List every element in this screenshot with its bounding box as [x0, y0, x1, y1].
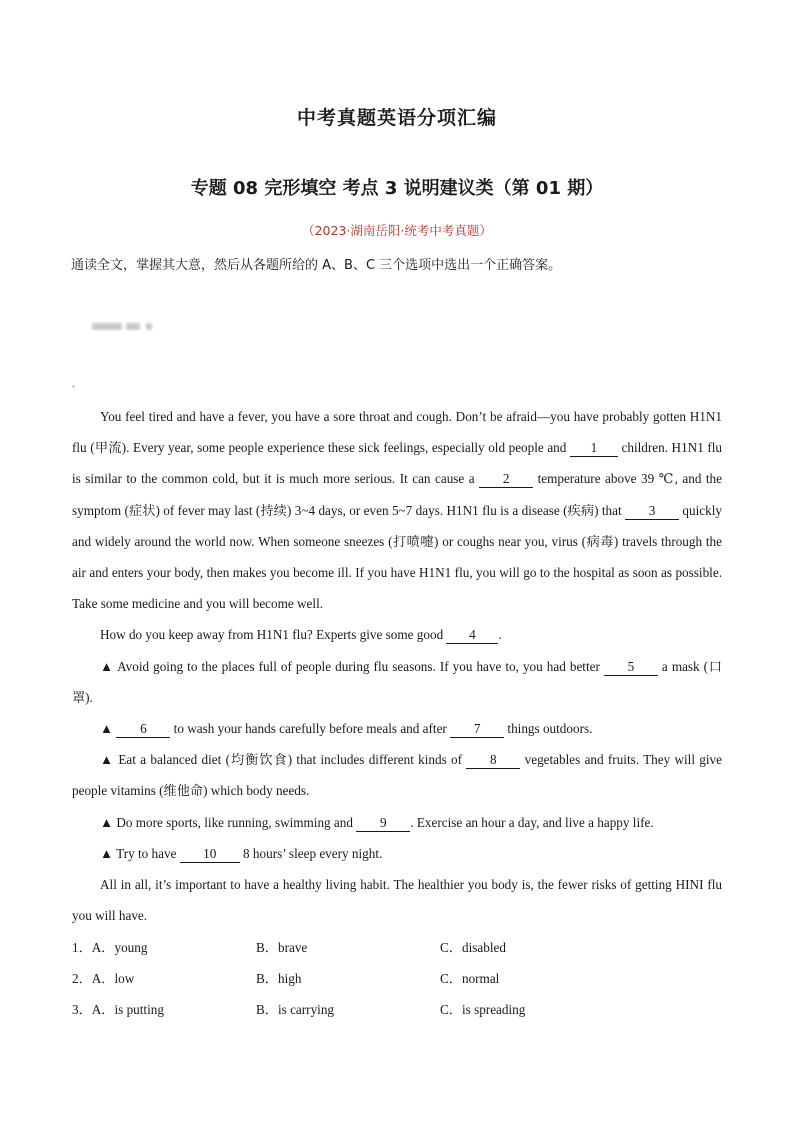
blank-2: 2: [479, 471, 533, 488]
paragraph-5: ▲ Eat a balanced diet (均衡饮食) that includes different kinds of 8 vegetables and fruits. They will give people vitamins (维他命) which body needs.: [72, 752, 723, 799]
option-3a[interactable]: 3．A．is putting: [72, 1002, 164, 1018]
paragraph-1: You feel tired and have a fever, you have a sore throat and cough. Don’t be afraid—you have probably gotten H1N1 flu (甲流). Every year, some people experience these sick feelings, especially old people and 1 children. H1N1 flu is similar to the common cold, but it is much more serious. It can cause a 2 temperature above 39 ℃, and the symptom (症状) of fever may last (持续) 3~4 days, or even 5~7 days. H1N1 flu is a disease (疾病) that 3 quickly and widely around the world now. When someone sneezes (打喷嚏) or coughs near you, virus (病毒) travels through the air and enters your body, then makes you become ill. If you have H1N1 flu, you will go to the hospital as soon as possible. Take some medicine and you will become well.: [72, 409, 723, 612]
paragraph-3: ▲ Avoid going to the places full of people during flu seasons. If you have to, you had better 5 a mask (口罩).: [72, 658, 722, 705]
option-row-3: [72, 994, 722, 1025]
blank-8: 8: [466, 752, 520, 769]
option-1b[interactable]: B．brave: [256, 940, 308, 955]
blurred-mark: [72, 385, 75, 388]
blurred-image: [92, 320, 182, 334]
blank-6: 6: [116, 721, 170, 738]
paragraph-2: How do you keep away from H1N1 flu? Experts give some good 4 .: [100, 627, 502, 643]
blank-3: 3: [625, 503, 679, 520]
option-3b[interactable]: B．is carrying: [256, 1002, 335, 1018]
option-1a[interactable]: 1．A．young: [72, 940, 148, 955]
option-2c[interactable]: C．normal: [440, 971, 500, 987]
option-1c[interactable]: C．disabled: [440, 940, 506, 955]
option-2b[interactable]: B．high: [256, 971, 302, 987]
option-row-2: [72, 963, 722, 994]
paragraph-6: ▲ Do more sports, like running, swimming and 9 . Exercise an hour a day, and live a happy life.: [100, 814, 654, 830]
option-row-1: [72, 932, 722, 963]
answer-options: [72, 932, 722, 1026]
blank-1: 1: [570, 440, 618, 457]
page-title: 中考真题英语分项汇编: [296, 107, 497, 129]
blank-9: 9: [356, 815, 410, 832]
blank-5: 5: [604, 659, 658, 676]
paragraph-8: All in all, it’s important to have a healthy living habit. The healthier you body is, the fewer risks of getting HINI flu you will have.: [72, 877, 722, 924]
option-2a[interactable]: 2．A．low: [72, 971, 135, 987]
blank-4: 4: [446, 627, 498, 644]
instruction-text: 通读全文，掌握其大意，然后从各题所给的 A、B、C 三个选项中选出一个正确答案。: [71, 258, 562, 273]
blank-7: 7: [450, 721, 504, 738]
paragraph-7: ▲ Try to have 10 8 hours’ sleep every night.: [100, 845, 383, 861]
topic-subtitle: 专题 08 完形填空 考点 3 说明建议类（第 01 期）: [190, 178, 604, 199]
option-3c[interactable]: C．is spreading: [440, 1002, 526, 1018]
paragraph-4: ▲ 6 to wash your hands carefully before meals and after 7 things outdoors.: [100, 721, 593, 737]
exam-source: （2023·湖南岳阳·统考中考真题）: [302, 223, 492, 238]
blank-10: 10: [180, 846, 240, 863]
cloze-passage: [72, 401, 722, 931]
